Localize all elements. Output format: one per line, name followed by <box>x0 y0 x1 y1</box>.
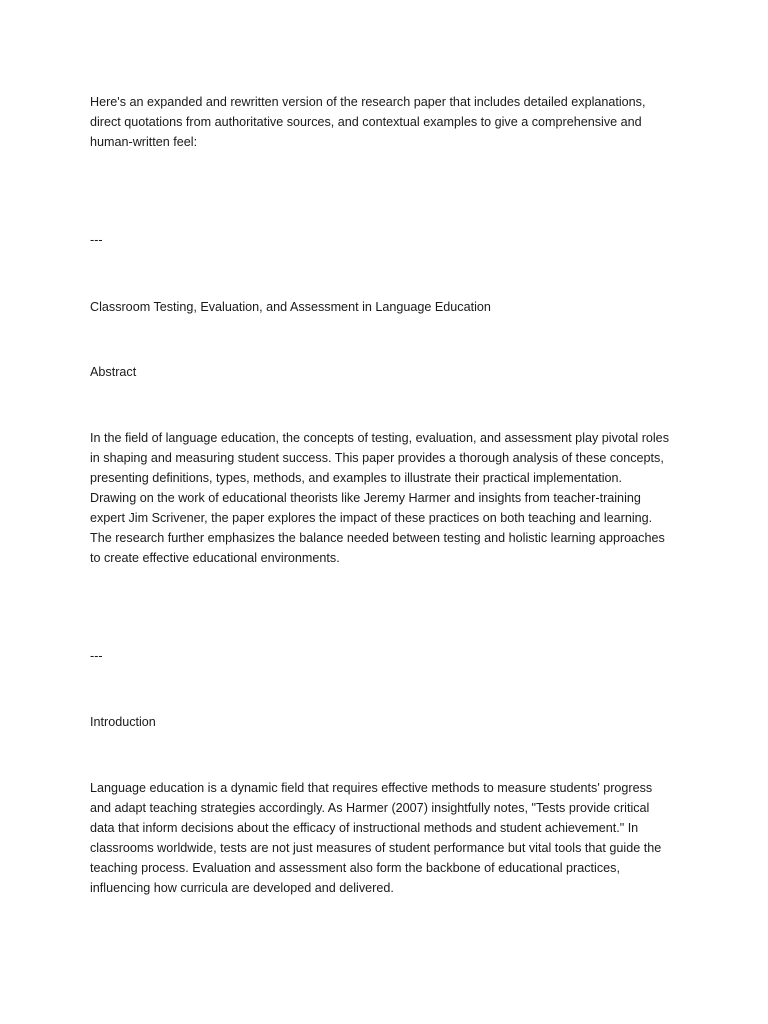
abstract-line: presenting definitions, types, methods, and examples to illustrate their practical implementation. <box>90 471 623 485</box>
abstract-line: in shaping and measuring student success. This paper provides a thorough analysis of these concepts, <box>90 451 664 465</box>
introduction-line: data that inform decisions about the efficacy of instructional methods and student achievement." In <box>90 821 639 835</box>
abstract-line: Drawing on the work of educational theorists like Jeremy Harmer and insights from teacher-training <box>90 491 641 505</box>
introduction-line: teaching process. Evaluation and assessment also form the backbone of educational practices, <box>90 861 620 875</box>
intro-line: direct quotations from authoritative sources, and contextual examples to give a comprehensive and <box>90 115 642 129</box>
paper-title: Classroom Testing, Evaluation, and Assessment in Language Education <box>90 300 491 314</box>
intro-line: human-written feel: <box>90 135 198 149</box>
introduction-line: Language education is a dynamic field that requires effective methods to measure students' progress <box>90 781 653 795</box>
introduction-paragraph <box>90 778 680 898</box>
abstract-line: In the field of language education, the concepts of testing, evaluation, and assessment play pivotal roles <box>90 431 669 445</box>
abstract-line: expert Jim Scrivener, the paper explores the impact of these practices on both teaching and learning. <box>90 511 653 525</box>
separator: --- <box>90 649 103 663</box>
separator: --- <box>90 233 103 247</box>
introduction-line: classrooms worldwide, tests are not just measures of student performance but vital tools that guide the <box>90 841 662 855</box>
intro-line: Here's an expanded and rewritten version of the research paper that includes detailed explanations, <box>90 95 646 109</box>
abstract-paragraph <box>90 428 680 568</box>
intro-paragraph <box>90 92 680 152</box>
abstract-line: The research further emphasizes the balance needed between testing and holistic learning approaches <box>90 531 665 545</box>
introduction-line: influencing how curricula are developed and delivered. <box>90 881 394 895</box>
abstract-heading: Abstract <box>90 365 137 379</box>
introduction-heading: Introduction <box>90 715 156 729</box>
introduction-line: and adapt teaching strategies accordingly. As Harmer (2007) insightfully notes, "Tests provide critical <box>90 801 650 815</box>
abstract-line: to create effective educational environments. <box>90 551 340 565</box>
